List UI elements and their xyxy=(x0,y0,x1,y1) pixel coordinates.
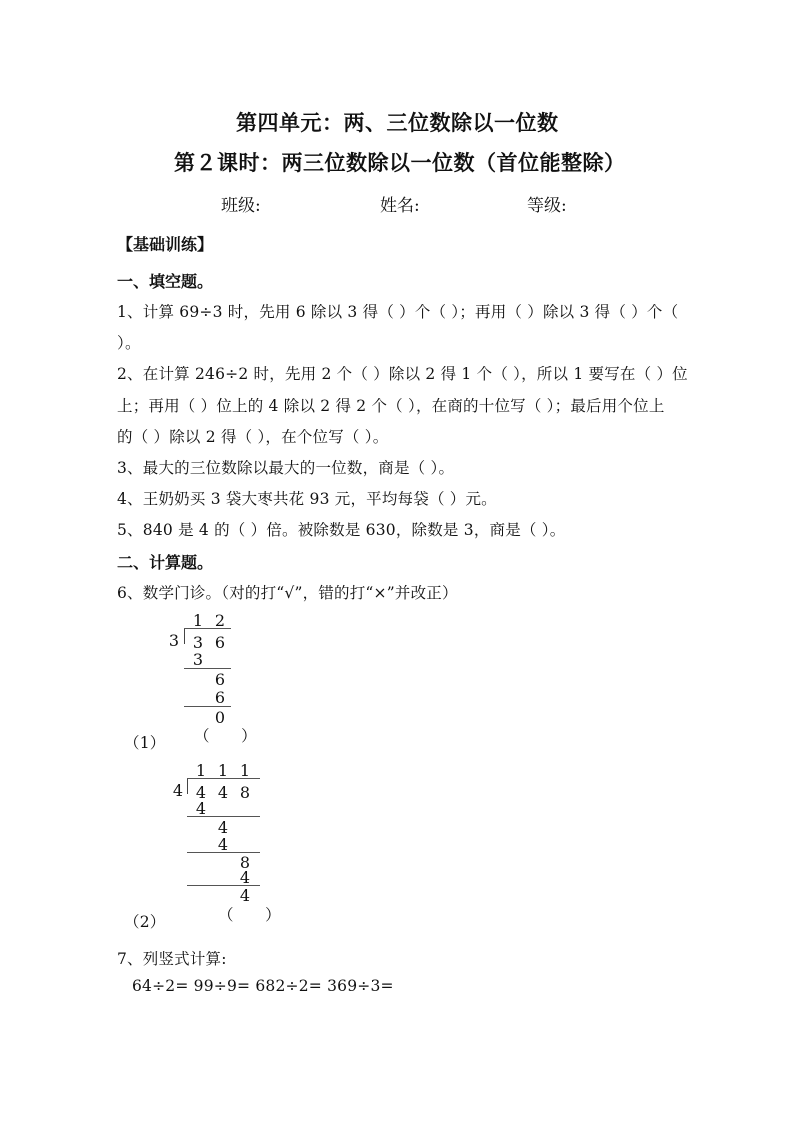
question-2-line3: 的（ ）除以 2 得（ ），在个位写（ ）。 xyxy=(117,428,389,446)
question-4: 4、王奶奶买 3 袋大枣共花 93 元，平均每袋（ ）元。 xyxy=(117,490,497,508)
question-7-problems: 64÷2= 99÷9= 682÷2= 369÷3= xyxy=(132,977,394,995)
divisor: 4 xyxy=(172,781,184,800)
section2-heading: 二、计算题。 xyxy=(117,553,214,572)
question-2-line2: 上；再用（ ）位上的 4 除以 2 得 2 个（ ），在商的十位写（ ）；最后用个位上 xyxy=(117,397,665,415)
remainder: 0 xyxy=(214,708,226,727)
question-7: 7、列竖式计算: xyxy=(117,950,227,968)
quotient-digit: 1 xyxy=(217,761,229,780)
subtract-line xyxy=(187,816,260,817)
division-bar xyxy=(184,628,231,629)
name-label: 姓名: xyxy=(380,196,420,216)
division-bar xyxy=(187,778,260,779)
question-3: 3、最大的三位数除以最大的一位数，商是（ ）。 xyxy=(117,459,455,477)
subtract-line xyxy=(184,706,231,707)
division-bracket xyxy=(184,629,185,644)
bring-down-value: 6 xyxy=(214,670,226,689)
quotient-digit: 1 xyxy=(192,611,204,630)
question-1-line1: 1、计算 69÷3 时，先用 6 除以 3 得（ ）个（ ）；再用（ ）除以 3 得（ ）个（ xyxy=(117,303,679,321)
result-value: 4 xyxy=(239,886,251,905)
quotient-digit: 2 xyxy=(214,611,226,630)
dividend-digit: 3 xyxy=(192,633,204,652)
subtract-value: 4 xyxy=(239,868,251,887)
question-1-line2: ）。 xyxy=(117,334,141,352)
unit-title: 第四单元：两、三位数除以一位数 xyxy=(236,111,559,135)
answer-parentheses: （ ） xyxy=(194,727,257,745)
division-bracket xyxy=(187,779,188,794)
lesson-title: 第２课时：两三位数除以一位数（首位能整除） xyxy=(174,151,626,175)
question-6: 6、数学门诊。（对的打“√”，错的打“×”并改正） xyxy=(117,584,458,602)
subtract-value: 4 xyxy=(217,835,229,854)
answer-parentheses: （ ） xyxy=(218,906,281,924)
quotient-digit: 1 xyxy=(195,761,207,780)
bring-down-value: 8 xyxy=(239,853,251,872)
item-2-label: （2） xyxy=(124,913,166,931)
class-label: 班级: xyxy=(221,196,261,216)
dividend-digit: 6 xyxy=(214,633,226,652)
quotient-digit: 1 xyxy=(239,761,251,780)
bring-down-value: 4 xyxy=(217,818,229,837)
question-2-line1: 2、在计算 246÷2 时，先用 2 个（ ）除以 2 得 1 个（ ），所以 1 要写在（ ）位 xyxy=(117,365,688,383)
subtract-value: 6 xyxy=(214,688,226,707)
dividend-digit: 4 xyxy=(217,783,229,802)
grade-label: 等级: xyxy=(527,196,567,216)
question-5: 5、840 是 4 的（ ）倍。被除数是 630，除数是 3，商是（ ）。 xyxy=(117,521,566,539)
item-1-label: （1） xyxy=(124,734,166,752)
dividend-digit: 8 xyxy=(239,783,251,802)
subtract-line xyxy=(184,668,231,669)
dividend-digit: 4 xyxy=(195,783,207,802)
subtract-value: 3 xyxy=(192,650,204,669)
divisor: 3 xyxy=(168,631,180,650)
subtract-value: 4 xyxy=(195,799,207,818)
section1-heading: 一、填空题。 xyxy=(117,272,214,291)
training-heading: 【基础训练】 xyxy=(117,235,214,254)
